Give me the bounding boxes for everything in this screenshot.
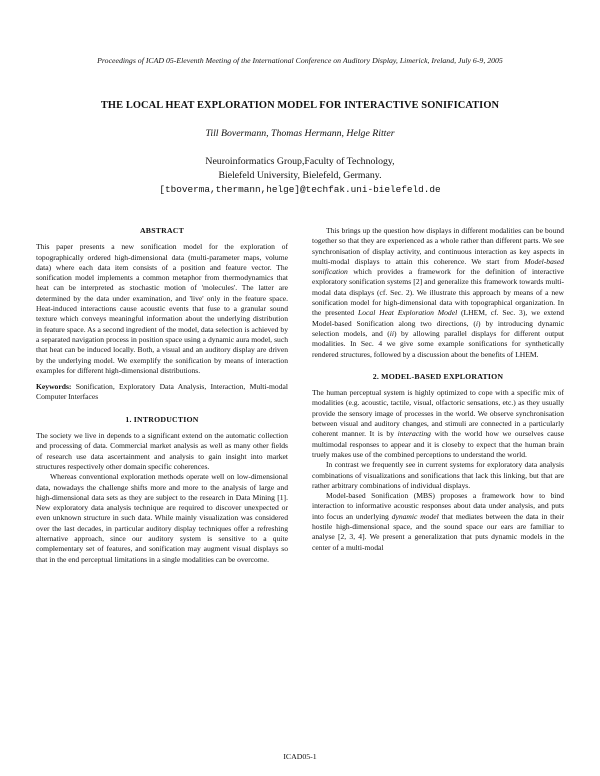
intro-continued-paragraph: This brings up the question how displays in different modalities can be bound together so that they are experienced as a whole rather than different parts. We see synchronisation of display activity, and continuous interaction as key aspects in multi-modal displays to attain this coherence. We start from Model-based sonification which provides a framework for the definition of interactive exploratory sonification systems [2] and generalize this framework towards multi-modal data displays (cf. Sec. 2). We illustrate this approach by means of a new sonification model for high-dimensional data with topographical organization. In the presented Local Heat Exploration Model (LHEM, cf. Sec. 3), we extend Model-based Sonification along two directions, (i) by introducing dynamic selection models, and (ii) by allowing parallel displays for different output modalities. In Sec. 4 we give some example sonifications for synthetically rendered structures, followed by a discussion about the benefits of LHEM.	[312, 226, 565, 359]
left-column	[36, 226, 288, 565]
keywords	[36, 382, 288, 403]
keywords-text: Sonification, Exploratory Data Analysis, Interaction, Multi-modal Computer Interfaces	[36, 382, 288, 402]
abstract-text: This paper presents a new sonification model for the exploration of topographically ordered high-dimensional data (multi-parameter maps, volume data) where each data item consists of a position and feature vector. The sonification model implements a common metaphor from thermodynamics that heat can be interpreted as stochastic motion of 'molecules'. The latter are determined by the data under examination, and 'live' only in the feature space. Heat-induced interactions cause acoustic events that fuse to a granular sound texture which conveys meaningful information about the underlying distribution in feature space. As a second ingredient of the model, data selection is achieved by a separated navigation process in position space using a dynamic aura model, such that heat can be induced locally. Both, a visual and an auditory display are driven by the underlying model. We exemplify the sonification by means of interaction examples for different high-dimensional distributions.	[36, 242, 288, 375]
author-emails: [tboverma,thermann,helge]@techfak.uni-bielefeld.de	[159, 184, 441, 195]
page-footer: ICAD05-1	[283, 752, 317, 761]
proceedings-header: Proceedings of ICAD 05-Eleventh Meeting of the International Conference on Auditory Display, Limerick, Ireland, July 6-9, 2005	[97, 56, 503, 65]
mbe-paragraph-2: In contrast we frequently see in current systems for exploratory data analysis combinations of visualizations and sonifications that lack this linking, but that are rather arbitrary combinations of individual displays.	[312, 460, 564, 490]
paper-title: THE LOCAL HEAT EXPLORATION MODEL FOR INTERACTIVE SONIFICATION	[100, 100, 500, 111]
affiliation-line1: Neuroinformatics Group,Faculty of Technology,	[205, 156, 395, 167]
intro-paragraph-1: The society we live in depends to a significant extend on the automatic collection and processing of data. Commercial market analysis as well as many other fields of research use data ascertainment and analysis to gain insight into market structures respectively other domain specific coherences.	[36, 431, 288, 471]
introduction-heading: 1. INTRODUCTION	[125, 414, 199, 424]
mbe-paragraph-3: Model-based Sonification (MBS) proposes a framework how to bind interaction to informative acoustic responses about data under analysis, and puts into focus an underlying dynamic model that mediates between the data in their hostile high-dimensional space, and the sound space our ears are familiar to analyse [2, 3, 4]. We present a generalization that puts dynamic models in the center of a multi-modal	[312, 491, 565, 552]
right-column	[312, 226, 564, 553]
abstract-heading: ABSTRACT	[139, 226, 185, 235]
mbe-paragraph-1: The human perceptual system is highly optimized to cope with a specific mix of modalities (e.g. acoustic, tactile, visual, olfactoric sensations, etc.) as they usually provide the sensory image of processes in the world. We observe synchronisation between visual and auditory changes, and stimuli are connected in a particularly coherent manner. It is by interacting with the world how we ourselves cause multimodal responses to appear and it is closeby to expect that the human brain truely makes use of the combined perceptions to understand the world.	[312, 388, 564, 459]
affiliation-line2: Bielefeld University, Bielefeld, Germany.	[218, 170, 382, 181]
authors: Till Bovermann, Thomas Hermann, Helge Ritter	[205, 128, 395, 139]
model-based-exploration-heading: 2. MODEL-BASED EXPLORATION	[372, 371, 504, 381]
affiliation	[36, 155, 564, 197]
intro-paragraph-2: Whereas conventional exploration methods operate well on low-dimensional data, nowadays the challenge shifts more and more to the analysis of large and high-dimensional data sets as they are subject to the research in Data Mining [1]. New exploratory data analysis technique are required to discover unexpected or even unknown structure in such data. While mainly visualization was considered over the last decades, in particular auditory display techniques offer a refreshing alternative approach, since our auditory system is sensitive to a quite complementary set of features, and sonification may augment visual displays so that in the end perceptual limitations in a single modalities can be overcome.	[36, 472, 288, 564]
keywords-label: Keywords:	[36, 382, 72, 392]
